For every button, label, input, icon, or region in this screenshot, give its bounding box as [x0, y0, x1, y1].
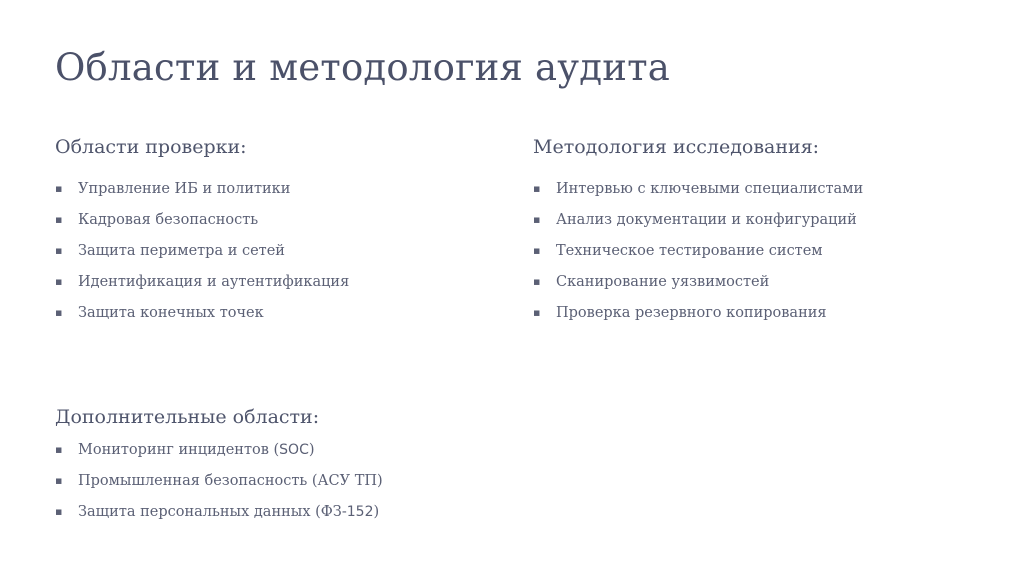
list-item-label: Техническое тестирование систем: [556, 243, 823, 259]
list-item-tail: ): [373, 504, 380, 520]
list-item-tail: ): [308, 442, 315, 458]
list-item: [533, 212, 863, 243]
list-item: [533, 305, 863, 336]
list-item: [533, 274, 863, 305]
bullet-icon: ▪: [533, 182, 541, 195]
additional-areas-list: [55, 442, 383, 535]
bullet-icon: ▪: [533, 213, 541, 226]
list-item-label: Проверка резервного копирования: [556, 305, 827, 321]
list-item-label: Защита персональных данных (ФЗ-: [78, 504, 347, 520]
list-item-latin: SOC: [279, 442, 309, 458]
list-item-label: Анализ документации и конфигураций: [556, 212, 857, 228]
list-item-label: Защита конечных точек: [78, 305, 264, 321]
additional-areas-heading: Дополнительные области:: [55, 406, 320, 428]
list-item-label: Интервью с ключевыми специалистами: [556, 181, 864, 197]
list-item-label: Кадровая безопасность: [78, 212, 259, 228]
bullet-icon: ▪: [55, 182, 63, 195]
list-item: [55, 504, 383, 535]
bullet-icon: ▪: [55, 443, 63, 456]
bullet-icon: ▪: [533, 275, 541, 288]
list-item-label: Управление ИБ и политики: [78, 181, 291, 197]
list-item-label: Мониторинг инцидентов (: [78, 442, 280, 458]
list-item-label: Защита периметра и сетей: [78, 243, 285, 259]
list-item: [55, 181, 349, 212]
list-item: [533, 181, 863, 212]
list-item: [55, 305, 349, 336]
list-item-label: Идентификация и аутентификация: [78, 274, 350, 290]
list-item: [55, 473, 383, 504]
list-item: [55, 243, 349, 274]
audit-areas-heading: Области проверки:: [55, 136, 247, 158]
list-item-label: Промышленная безопасность (АСУ ТП): [78, 473, 383, 489]
methodology-list: [533, 181, 863, 336]
bullet-icon: ▪: [533, 306, 541, 319]
list-item: [55, 274, 349, 305]
bullet-icon: ▪: [55, 474, 63, 487]
methodology-heading: Методология исследования:: [533, 136, 820, 158]
slide-title: Области и методология аудита: [55, 46, 671, 89]
list-item-latin: 152: [346, 504, 374, 520]
bullet-icon: ▪: [55, 306, 63, 319]
bullet-icon: ▪: [55, 244, 63, 257]
list-item: [55, 212, 349, 243]
bullet-icon: ▪: [55, 213, 63, 226]
audit-areas-list: [55, 181, 349, 336]
bullet-icon: ▪: [533, 244, 541, 257]
bullet-icon: ▪: [55, 505, 63, 518]
list-item-label: Сканирование уязвимостей: [556, 274, 770, 290]
list-item: [55, 442, 383, 473]
list-item: [533, 243, 863, 274]
bullet-icon: ▪: [55, 275, 63, 288]
